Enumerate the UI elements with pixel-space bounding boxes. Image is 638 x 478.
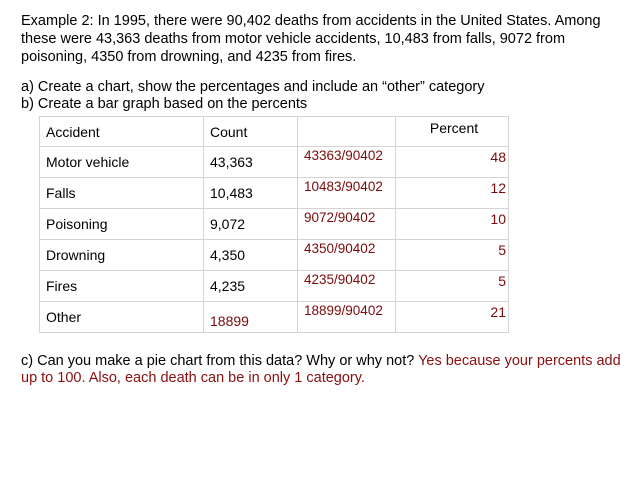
question-c <box>21 353 621 387</box>
header-accident: Accident <box>40 117 204 147</box>
cell-accident: Other <box>40 302 204 333</box>
cell-fraction: 43363/90402 <box>298 147 396 178</box>
cell-count: 18899 <box>204 302 298 333</box>
cell-count: 10,483 <box>204 178 298 209</box>
header-count: Count <box>204 117 298 147</box>
question-prompt: c) Can you make a pie chart from this data? Why or why not? <box>21 353 419 369</box>
table-row <box>40 147 509 178</box>
cell-percent: 5 <box>396 271 509 302</box>
table-header-row <box>40 117 509 147</box>
table-row <box>40 302 509 333</box>
cell-accident: Drowning <box>40 240 204 271</box>
table-row <box>40 240 509 271</box>
cell-fraction: 4350/90402 <box>298 240 396 271</box>
question-answer: Yes because your percents add up to 100. Also, each death can be in only 1 category. <box>21 353 621 386</box>
header-percent: Percent <box>396 117 509 147</box>
cell-fraction: 18899/90402 <box>298 302 396 333</box>
table-row <box>40 271 509 302</box>
cell-count: 4,350 <box>204 240 298 271</box>
cell-percent: 48 <box>396 147 509 178</box>
cell-count: 4,235 <box>204 271 298 302</box>
cell-accident: Falls <box>40 178 204 209</box>
table-row <box>40 209 509 240</box>
task-a: a) Create a chart, show the percentages and include an “other” category <box>21 79 485 95</box>
task-b: b) Create a bar graph based on the percents <box>21 96 308 112</box>
cell-count: 43,363 <box>204 147 298 178</box>
cell-fraction: 10483/90402 <box>298 178 396 209</box>
cell-accident: Poisoning <box>40 209 204 240</box>
cell-percent: 12 <box>396 178 509 209</box>
cell-count: 9,072 <box>204 209 298 240</box>
cell-percent: 5 <box>396 240 509 271</box>
cell-percent: 21 <box>396 302 509 333</box>
cell-accident: Motor vehicle <box>40 147 204 178</box>
table-row <box>40 178 509 209</box>
cell-fraction: 4235/90402 <box>298 271 396 302</box>
cell-fraction: 9072/90402 <box>298 209 396 240</box>
cell-percent: 10 <box>396 209 509 240</box>
task-list <box>21 79 621 113</box>
problem-statement: Example 2: In 1995, there were 90,402 deaths from accidents in the United States. Among these were 43,363 deaths from motor vehicle accidents, 10,483 from falls, 9072 from poisoning, 4350 from drowning, and 4235 from fires. <box>21 13 601 65</box>
accident-table <box>39 116 509 333</box>
header-fraction <box>298 117 396 147</box>
cell-accident: Fires <box>40 271 204 302</box>
